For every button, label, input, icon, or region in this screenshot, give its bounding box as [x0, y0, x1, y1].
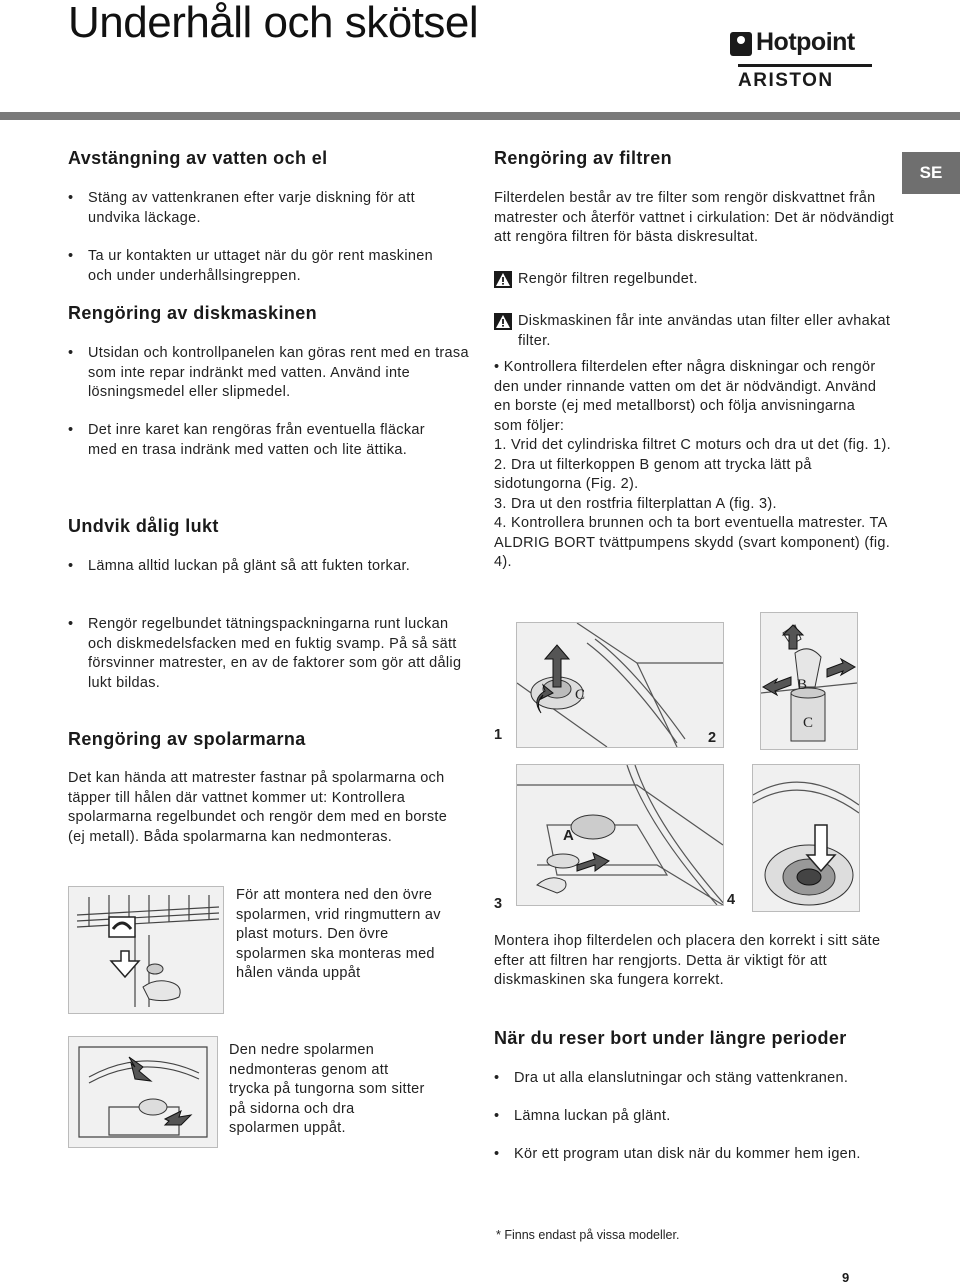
list-item: • Utsidan och kontrollpanelen kan göras rent med en trasa som inte repar indränkt med vatten. Använd inte lösningsmedel eller slipmedel. — [68, 345, 469, 400]
fig3-label-a: A — [563, 827, 574, 844]
filters-intro: Filterdelen består av tre filter som rengör diskvattnet från matrester och återför vattnet i cirkulation: Det är nödvändigt att rengöra filtren för bästa diskresultat. — [494, 190, 894, 245]
upper-spray-arm-caption: För att montera ned den övre spolarmen, vrid ringmuttern av plast moturs. Den övre spolarmen ska monteras med hålen vända uppåt — [236, 887, 441, 981]
warning-no-filter: Diskmaskinen får inte användas utan filter eller avhakat filter. — [494, 312, 908, 351]
fig-number-4: 4 — [727, 892, 736, 908]
fig-number-2: 2 — [708, 730, 717, 746]
list-item: • Dra ut alla elanslutningar och stäng vattenkranen. — [494, 1070, 849, 1086]
header-band — [0, 112, 960, 120]
heading-spray-arms: Rengöring av spolarmarna — [68, 729, 306, 749]
fig1-label-c: C — [575, 687, 586, 703]
upper-spray-arm-figure — [68, 886, 224, 1014]
heading-bad-smell: Undvik dålig lukt — [68, 516, 219, 536]
list-item: • Lämna alltid luckan på glänt så att fukten torkar. — [68, 558, 411, 574]
heading-away-periods: När du reser bort under längre perioder — [494, 1028, 847, 1048]
language-tab: SE — [902, 152, 960, 194]
brand-bottom: ARISTON — [738, 70, 834, 91]
filter-figure-2 — [760, 612, 858, 750]
filter-figure-4 — [752, 764, 860, 912]
fig-number-1: 1 — [494, 727, 503, 743]
filters-check-text: • Kontrollera filterdelen efter några diskningar och rengör den under rinnande vatten om det är nödvändigt. Använd en borste (ej med metallborst) och följa anvisningarna som följer: — [494, 359, 877, 434]
filter-figure-1 — [516, 622, 724, 748]
fig-number-3: 3 — [494, 896, 503, 912]
heading-clean-dishwasher: Rengöring av diskmaskinen — [68, 303, 318, 323]
footnote: * Finns endast på vissa modeller. — [496, 1228, 680, 1242]
brand-logo — [724, 26, 876, 96]
heading-clean-filters: Rengöring av filtren — [494, 148, 673, 168]
step-4: 4. Kontrollera brunnen och ta bort eventuella matrester. TA ALDRIG BORT tvättpumpens skydd (svart komponent) (fig. 4). — [494, 515, 891, 570]
list-item: • Kör ett program utan disk när du kommer hem igen. — [494, 1146, 861, 1162]
warning-icon — [494, 313, 512, 330]
page-title: Underhåll och skötsel — [68, 0, 479, 47]
page-number: 9 — [842, 1270, 850, 1285]
list-item: • Det inre karet kan rengöras från eventuella fläckar med en trasa indränk med vatten och lite ättika. — [68, 422, 425, 458]
fig2-label-c: C — [803, 715, 814, 731]
warning-icon — [494, 271, 512, 288]
warning-clean-filters: Rengör filtren regelbundet. — [494, 270, 898, 290]
brand-top: Hotpoint — [756, 28, 855, 56]
step-3: 3. Dra ut den rostfria filterplattan A (fig. 3). — [494, 495, 777, 512]
list-item: • Rengör regelbundet tätningspackningarna runt luckan och diskmedelsfacken med en fuktig svamp. På så sätt försvinner matrester, en av de faktorer som gör att dålig lukt bildas. — [68, 616, 462, 691]
heading-water-power: Avstängning av vatten och el — [68, 148, 328, 168]
step-1: 1. Vrid det cylindriska filtret C moturs och dra ut det (fig. 1). — [494, 437, 891, 453]
list-item: • Stäng av vattenkranen efter varje diskning för att undvika läckage. — [68, 190, 415, 226]
lower-spray-arm-caption: Den nedre spolarmen nedmonteras genom att trycka på tungorna som sitter på sidorna och dra spolarmen uppåt. — [229, 1042, 425, 1136]
list-item: • Lämna luckan på glänt. — [494, 1108, 671, 1124]
hotpoint-logo-icon — [730, 32, 752, 56]
fig2-label-b: B — [797, 677, 808, 693]
filter-steps — [494, 436, 894, 573]
filter-figure-3 — [516, 764, 724, 906]
step-2: 2. Dra ut filterkoppen B genom att trycka lätt på sidotungorna (Fig. 2). — [494, 456, 812, 492]
list-item: • Ta ur kontakten ur uttaget när du gör rent maskinen och under underhållsingreppen. — [68, 248, 433, 284]
reassemble-text: Montera ihop filterdelen och placera den korrekt i sitt säte efter att filtren har rengjorts. Detta är viktigt för att diskmaskinen ska fungera korrekt. — [494, 933, 881, 988]
spray-arms-text: Det kan hända att matrester fastnar på spolarmarna och täpper till hålen där vattnet kommer ut: Kontrollera spolarmarna regelbundet och rengör dem med en borste (ej metall). Båda spolarmarna kan nedmonteras. — [68, 770, 448, 845]
lower-spray-arm-figure — [68, 1036, 218, 1148]
